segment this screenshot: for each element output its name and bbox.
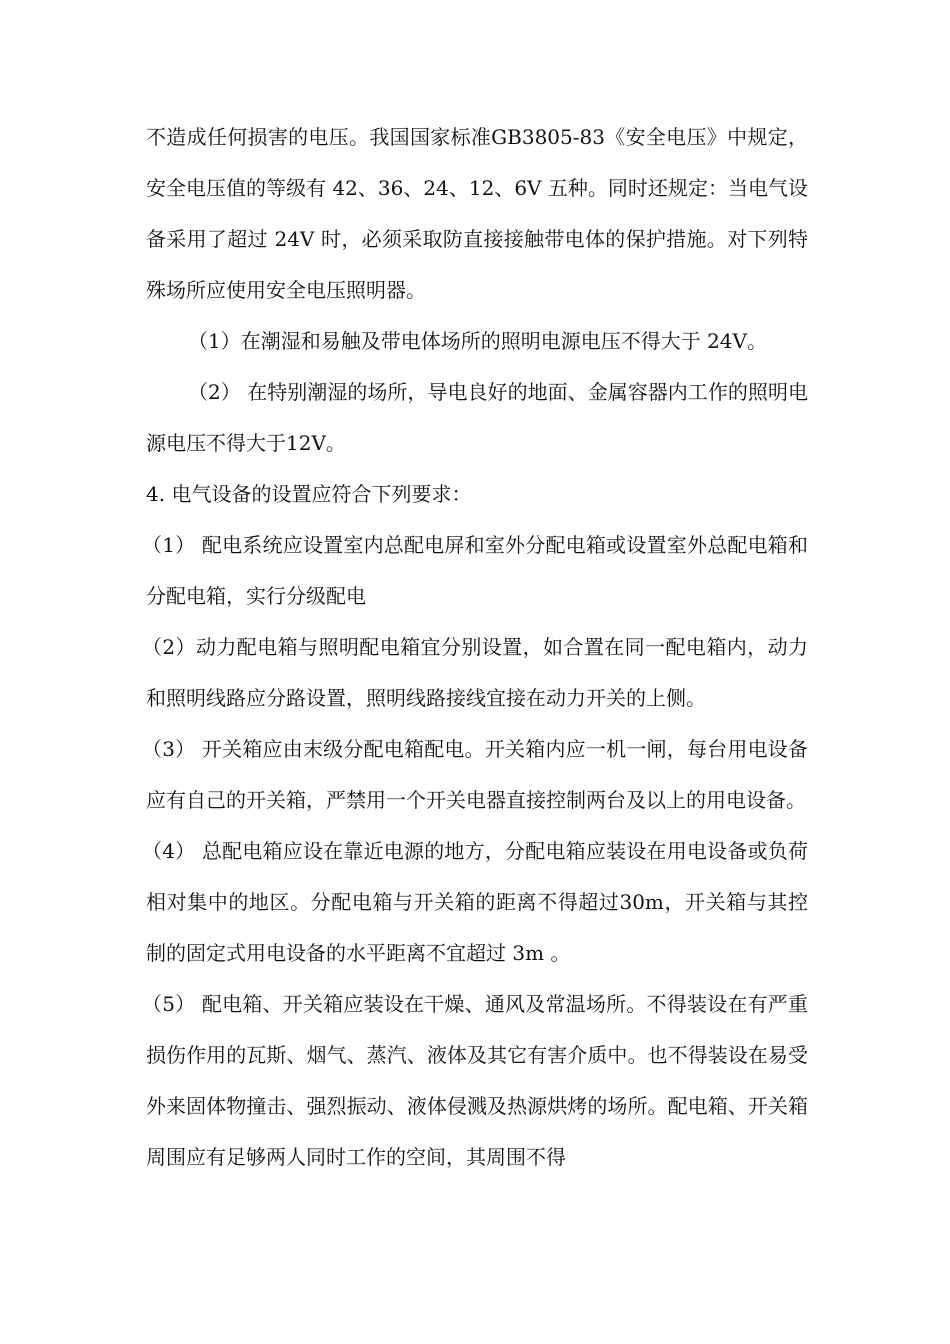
document-body [142, 112, 808, 1183]
paragraph-item-2-very-humid: （2） 在特别潮湿的场所，导电良好的地面、金属容器内工作的照明电源电压不得大于12V。 [146, 380, 808, 455]
paragraph-requirement-5: （5） 配电箱、开关箱应装设在干燥、通风及常温场所。不得装设在有严重损伤作用的瓦斯、烟气、蒸汽、液体及其它有害介质中。也不得装设在易受外来固体物撞击、强烈振动、液体侵溅及热源烘烤的场所。配电箱、开关箱周围应有足够两人同时工作的空间，其周围不得 [142, 992, 808, 1169]
paragraph-requirement-2: （2）动力配电箱与照明配电箱宜分别设置，如合置在同一配电箱内，动力和照明线路应分路设置，照明线路接线宜接在动力开关的上侧。 [142, 635, 808, 710]
paragraph-item-1-humid: （1）在潮湿和易触及带电体场所的照明电源电压不得大于 24V。 [188, 329, 767, 353]
paragraph-requirement-3: （3） 开关箱应由末级分配电箱配电。开关箱内应一机一闸，每台用电设备应有自己的开关箱，严禁用一个开关电器直接控制两台及以上的用电设备。 [142, 737, 808, 812]
paragraph-requirement-4: （4） 总配电箱应设在靠近电源的地方，分配电箱应装设在用电设备或负荷相对集中的地区。分配电箱与开关箱的距离不得超过30m，开关箱与其控制的固定式用电设备的水平距离不宜超过 3m 。 [142, 839, 808, 965]
paragraph-safety-voltage: 不造成任何损害的电压。我国国家标准GB3805-83《安全电压》中规定，安全电压值的等级有 42、36、24、12、6V 五种。同时还规定：当电气设备采用了超过 24V 时，必须采取防直接接触带电体的保护措施。对下列特殊场所应使用安全电压照明器。 [146, 125, 808, 302]
paragraph-requirement-1: （1） 配电系统应设置室内总配电屏和室外分配电箱或设置室外总配电箱和分配电箱，实行分级配电 [142, 533, 808, 608]
section-heading-4: 4. 电气设备的设置应符合下列要求： [146, 482, 472, 506]
